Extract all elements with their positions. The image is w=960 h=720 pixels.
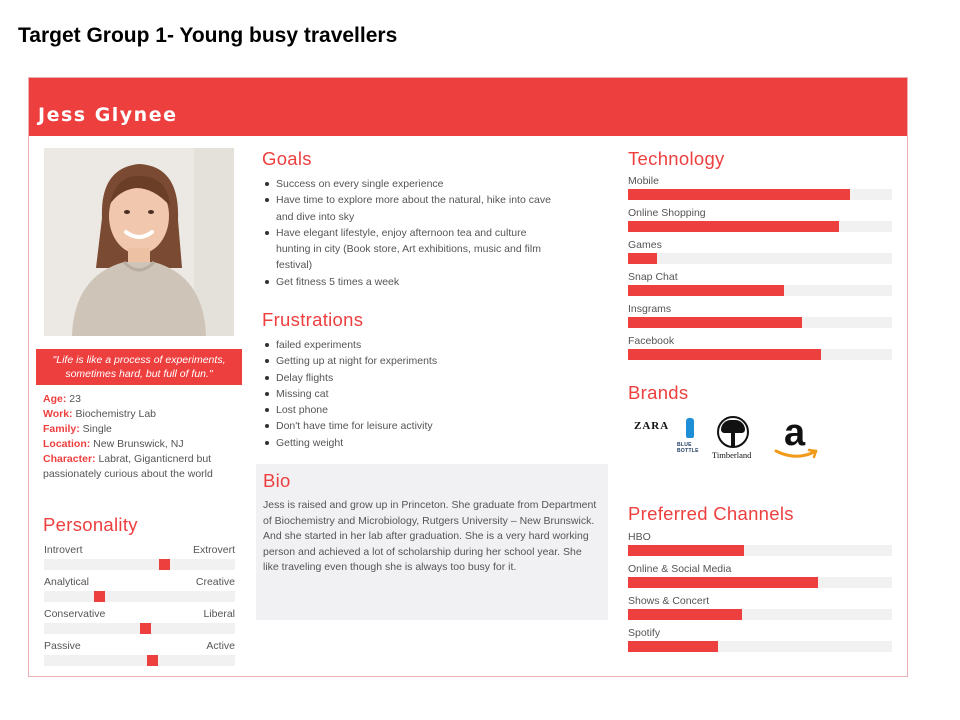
tech-bar-mobile <box>628 175 892 207</box>
channels-bars <box>628 531 892 659</box>
tech-bar-facebook <box>628 335 892 367</box>
goals-list <box>262 176 552 290</box>
bar-label: Spotify <box>628 627 661 639</box>
personality-sliders <box>44 540 235 668</box>
bar-fill <box>628 609 742 620</box>
persona-photo-illustration <box>44 148 234 336</box>
bar-track <box>628 545 892 556</box>
info-row-family: Family: Single <box>43 423 112 435</box>
frustrations-title: Frustrations <box>262 309 364 330</box>
channel-bar-hbo <box>628 531 892 563</box>
list-item: Delay flights <box>262 370 562 386</box>
bar-track <box>628 577 892 588</box>
bar-track <box>628 609 892 620</box>
bar-fill <box>628 189 850 200</box>
bar-track <box>628 349 892 360</box>
trait-marker <box>147 655 158 666</box>
list-item: Have elegant lifestyle, enjoy afternoon tea and culture hunting in city (Book store, Art exhibitions, music and film festival) <box>262 225 552 274</box>
bio-title: Bio <box>263 470 291 491</box>
list-item: Success on every single experience <box>262 176 552 192</box>
trait-right-label: Liberal <box>203 608 235 620</box>
personality-title: Personality <box>43 514 138 535</box>
trait-left-label: Introvert <box>44 544 83 556</box>
list-item: Get fitness 5 times a week <box>262 274 552 290</box>
list-item: failed experiments <box>262 337 562 353</box>
bar-label: Games <box>628 239 662 251</box>
trait-right-label: Active <box>206 640 235 652</box>
tech-bar-games <box>628 239 892 271</box>
trait-track <box>44 591 235 602</box>
trait-left-label: Analytical <box>44 576 89 588</box>
brand-logos <box>628 412 892 472</box>
bar-fill <box>628 349 821 360</box>
trait-track <box>44 623 235 634</box>
tech-bar-online-shopping <box>628 207 892 239</box>
bar-label: Facebook <box>628 335 675 347</box>
blue-bottle-logo: BLUE BOTTLE <box>677 418 705 454</box>
bar-fill <box>628 285 784 296</box>
bar-track <box>628 317 892 328</box>
bar-label: Insgrams <box>628 303 672 315</box>
slide-title: Target Group 1- Young busy travellers <box>18 24 398 47</box>
bar-label: Online Shopping <box>628 207 706 219</box>
bar-label: Online & Social Media <box>628 563 732 575</box>
persona-card <box>28 77 908 677</box>
bar-label: Shows & Concert <box>628 595 710 607</box>
timberland-logo: Timberland <box>712 416 754 462</box>
amazon-logo: a <box>774 414 820 460</box>
bar-track <box>628 285 892 296</box>
trait-right-label: Extrovert <box>192 544 235 556</box>
bar-track <box>628 189 892 200</box>
trait-track <box>44 655 235 666</box>
tech-bar-snap-chat <box>628 271 892 303</box>
trait-row <box>44 604 235 636</box>
channels-title: Preferred Channels <box>628 503 794 524</box>
bottle-icon <box>686 418 694 438</box>
bar-fill <box>628 317 802 328</box>
persona-name: Jess Glynee <box>38 104 178 126</box>
list-item: Lost phone <box>262 402 562 418</box>
channel-bar-spotify <box>628 627 892 659</box>
channel-bar-shows-concert <box>628 595 892 627</box>
bar-label: Mobile <box>628 175 659 187</box>
trait-left-label: Conservative <box>44 608 106 620</box>
trait-left-label: Passive <box>44 640 81 652</box>
bar-fill <box>628 641 718 652</box>
zara-logo: ZARA <box>634 420 670 432</box>
brands-title: Brands <box>628 382 689 403</box>
trait-marker <box>159 559 170 570</box>
goals-title: Goals <box>262 148 312 169</box>
trait-row <box>44 636 235 668</box>
bar-fill <box>628 221 839 232</box>
bar-fill <box>628 545 744 556</box>
amazon-smile-icon <box>774 448 820 460</box>
frustrations-list <box>262 337 562 451</box>
tech-bar-insgrams <box>628 303 892 335</box>
bar-label: Snap Chat <box>628 271 678 283</box>
persona-quote: "Life is like a process of experiments, sometimes hard, but full of fun." <box>36 349 242 385</box>
trait-right-label: Creative <box>195 576 235 588</box>
bio-section <box>256 464 608 620</box>
bar-track <box>628 221 892 232</box>
trait-row <box>44 572 235 604</box>
info-row-work: Work: Biochemistry Lab <box>43 408 157 420</box>
channel-bar-online-social <box>628 563 892 595</box>
persona-photo <box>44 148 234 336</box>
trait-marker <box>140 623 151 634</box>
bar-fill <box>628 253 657 264</box>
bar-track <box>628 641 892 652</box>
list-item: Getting up at night for experiments <box>262 353 562 369</box>
technology-bars <box>628 175 892 367</box>
list-item: Have time to explore more about the natural, hike into cave and dive into sky <box>262 192 552 225</box>
bar-fill <box>628 577 818 588</box>
bar-label: HBO <box>628 531 651 543</box>
persona-info <box>43 392 243 482</box>
list-item: Don't have time for leisure activity <box>262 418 562 434</box>
persona-header <box>29 78 907 136</box>
bar-track <box>628 253 892 264</box>
info-row-age: Age: 23 <box>43 393 81 405</box>
info-row-location: Location: New Brunswick, NJ <box>43 438 184 450</box>
list-item: Missing cat <box>262 386 562 402</box>
trait-marker <box>94 591 105 602</box>
list-item: Getting weight <box>262 435 562 451</box>
trait-row <box>44 540 235 572</box>
bio-text: Jess is raised and grow up in Princeton. She graduate from Department of Biochemistry and Microbiology, Rutgers University – New Brunswick. And she started in her lab after graduation. She is a very hard working person and achieved a lot of scholarship during her school year. She like traveling even though she is always too busy for it. <box>263 499 597 574</box>
trait-track <box>44 559 235 570</box>
info-row-character: Character: Labrat, Giganticnerd but passionately curious about the world <box>43 453 213 480</box>
technology-title: Technology <box>628 148 725 169</box>
